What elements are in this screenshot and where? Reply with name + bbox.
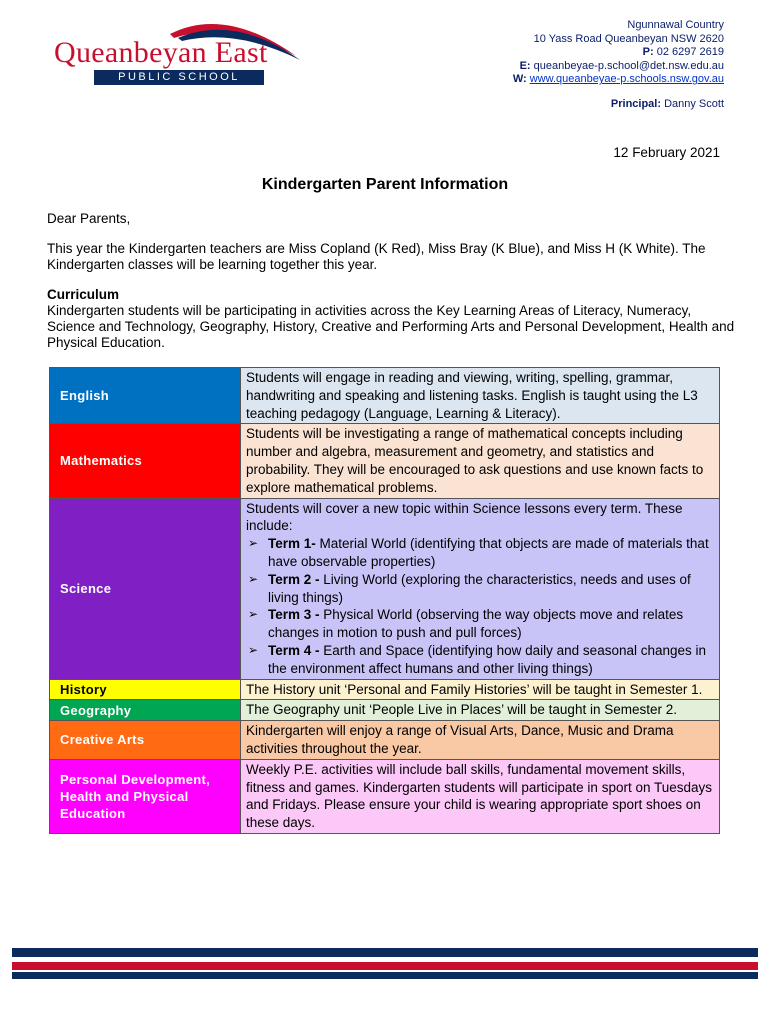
kla-desc-english: Students will engage in reading and viewing, writing, spelling, grammar, handwriting and speaking and listening tasks. English is taught using the L3 teaching pedagogy (Language, Learning & Literacy).: [241, 368, 720, 424]
letter-date: 12 February 2021: [613, 145, 720, 160]
kla-name-geography: Geography: [50, 700, 241, 721]
term-label: Term 4 -: [268, 642, 320, 658]
term-text: Earth and Space (identifying how daily and seasonal changes in the environment affect humans and other living things): [268, 642, 707, 676]
kla-row-history: [50, 679, 720, 700]
list-item: [246, 571, 715, 607]
contact-email: [513, 60, 724, 74]
contact-block: [513, 19, 724, 112]
kla-name-creative-arts: Creative Arts: [50, 721, 241, 760]
term-label: Term 2 -: [268, 571, 320, 587]
term-text: Living World (exploring the characteristics, needs and uses of living things): [268, 571, 691, 605]
kla-desc-mathematics: Students will be investigating a range of mathematical concepts including number and algebra, measurement and geometry, and statistics and probability. They will be encouraged to ask questions and use known facts to explore mathematical problems.: [241, 424, 720, 498]
contact-phone: [513, 46, 724, 60]
curriculum-heading: Curriculum: [47, 287, 120, 302]
footer-stripe-navy: [12, 972, 758, 979]
intro-paragraph: This year the Kindergarten teachers are Miss Copland (K Red), Miss Bray (K Blue), and Miss H (K White). The Kindergarten classes will be learning together this year.: [47, 241, 706, 272]
greeting: Dear Parents,: [47, 211, 131, 226]
kla-desc-science: [241, 498, 720, 679]
school-logo: [50, 12, 300, 87]
footer-stripe-red: [12, 962, 758, 970]
principal-label: Principal:: [610, 97, 662, 110]
web-label: W:: [512, 73, 527, 86]
kla-name-science: Science: [50, 498, 241, 679]
kla-name-mathematics: Mathematics: [50, 424, 241, 498]
school-name: Queanbeyan East: [54, 36, 268, 69]
kla-desc-creative-arts: Kindergarten will enjoy a range of Visual Arts, Dance, Music and Drama activities throughout the year.: [241, 721, 720, 760]
contact-web: [513, 73, 724, 87]
term-text: Physical World (observing the way objects move and relates changes in motion to push and pull forces): [268, 607, 684, 641]
science-intro: Students will cover a new topic within Science lessons every term. These include:: [246, 500, 683, 534]
web-link[interactable]: www.queanbeyae-p.schools.nsw.gov.au: [529, 73, 724, 86]
kla-row-geography: [50, 700, 720, 721]
email-label: E:: [519, 59, 531, 72]
curriculum-text: Kindergarten students will be participating in activities across the Key Learning Areas of Literacy, Numeracy, Science and Technology, Geography, History, Creative and Performing Arts and Personal Development, Health and Physical Education.: [47, 303, 735, 350]
list-item: [246, 642, 715, 678]
kla-desc-history: The History unit ‘Personal and Family Histories’ will be taught in Semester 1.: [241, 679, 720, 700]
kla-row-english: [50, 368, 720, 424]
kla-row-creative-arts: [50, 721, 720, 760]
science-terms-list: [246, 535, 715, 677]
principal-name: Danny Scott: [664, 97, 724, 110]
contact-country: Ngunnawal Country: [627, 19, 724, 31]
phone-value: 02 6297 2619: [656, 46, 724, 59]
footer-stripe-navy: [12, 948, 758, 957]
school-subtitle: PUBLIC SCHOOL: [94, 70, 264, 85]
kla-desc-geography: The Geography unit ‘People Live in Places’ will be taught in Semester 2.: [241, 700, 720, 721]
term-label: Term 1-: [268, 536, 316, 552]
kla-row-science: [50, 498, 720, 679]
email-value[interactable]: queanbeyae-p.school@det.nsw.edu.au: [533, 59, 724, 72]
kla-name-history: History: [50, 679, 241, 700]
principal-line: [513, 98, 724, 112]
list-item: [246, 535, 715, 571]
list-item: [246, 606, 715, 642]
term-text: Material World (identifying that objects are made of materials that have observable properties): [268, 536, 709, 569]
curriculum-section: [47, 287, 737, 351]
page-title: Kindergarten Parent Information: [261, 176, 509, 193]
phone-label: P:: [642, 46, 654, 59]
kla-name-pdhpe: Personal Development, Health and Physical Education: [50, 759, 241, 833]
kla-row-pdhpe: [50, 759, 720, 833]
kla-table: [49, 367, 720, 834]
kla-name-english: English: [50, 368, 241, 424]
contact-address: 10 Yass Road Queanbeyan NSW 2620: [533, 32, 724, 45]
term-label: Term 3 -: [268, 607, 320, 623]
kla-row-mathematics: [50, 424, 720, 498]
kla-desc-pdhpe: Weekly P.E. activities will include ball skills, fundamental movement skills, fitness and games. Kindergarten students will participate in sport on Tuesdays and Fridays. Please ensure your child is wearing appropriate sport shoes on these days.: [241, 759, 720, 833]
